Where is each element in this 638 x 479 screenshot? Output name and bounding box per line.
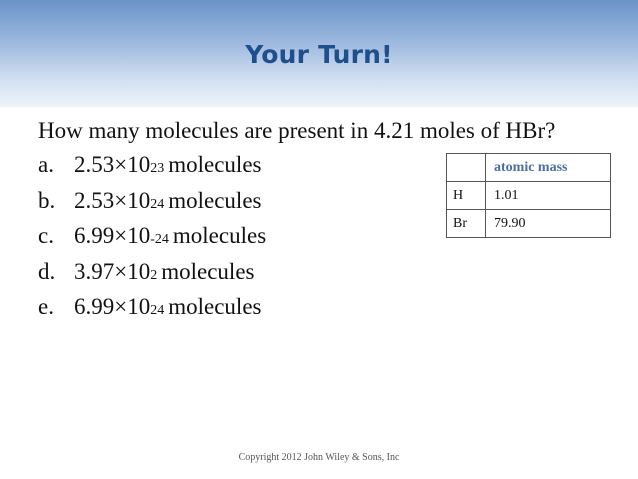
choice-unit: molecules [168, 152, 262, 177]
choice-b: b. 2.53×10 24 molecules [38, 187, 262, 213]
choice-unit: molecules [168, 294, 262, 319]
choice-unit: molecules [168, 187, 262, 213]
choice-mantissa: 2.53×10 [74, 187, 151, 213]
table-corner-cell [447, 154, 486, 182]
choice-letter: a. [38, 152, 54, 177]
choice-unit: molecules [161, 258, 255, 284]
choice-d: d. 3.97×10 2 molecules [38, 258, 255, 284]
answer-choices [38, 152, 266, 330]
choice-a: a. 2.53×10 23 molecules [38, 152, 262, 177]
element-cell: H [447, 182, 486, 210]
choice-letter: b. [38, 187, 56, 213]
choice-mantissa: 6.99×10 [74, 294, 151, 319]
element-cell: Br [447, 210, 486, 238]
mass-cell: 79.90 [486, 210, 611, 238]
choice-mantissa: 6.99×10 [74, 223, 151, 248]
atomic-mass-table [446, 153, 611, 238]
choice-letter: c. [38, 223, 54, 248]
table-header-row [447, 154, 611, 182]
copyright-footer: Copyright 2012 John Wiley & Sons, Inc [238, 452, 400, 463]
choice-mantissa: 3.97×10 [74, 258, 151, 284]
table-row [447, 210, 611, 238]
table-header-atomic-mass: atomic mass [486, 154, 611, 182]
mass-cell: 1.01 [486, 182, 611, 210]
table-row [447, 182, 611, 210]
choice-unit: molecules [172, 223, 267, 248]
choice-letter: e. [38, 294, 54, 319]
choice-c: c. 6.99×10 -24 molecules [38, 223, 267, 248]
slide-title: Your Turn! [245, 40, 393, 69]
choice-letter: d. [38, 258, 56, 284]
question-text: How many molecules are present in 4.21 moles of HBr? [38, 118, 556, 143]
choice-mantissa: 2.53×10 [74, 152, 151, 177]
choice-e: e. 6.99×10 24 molecules [38, 294, 262, 319]
